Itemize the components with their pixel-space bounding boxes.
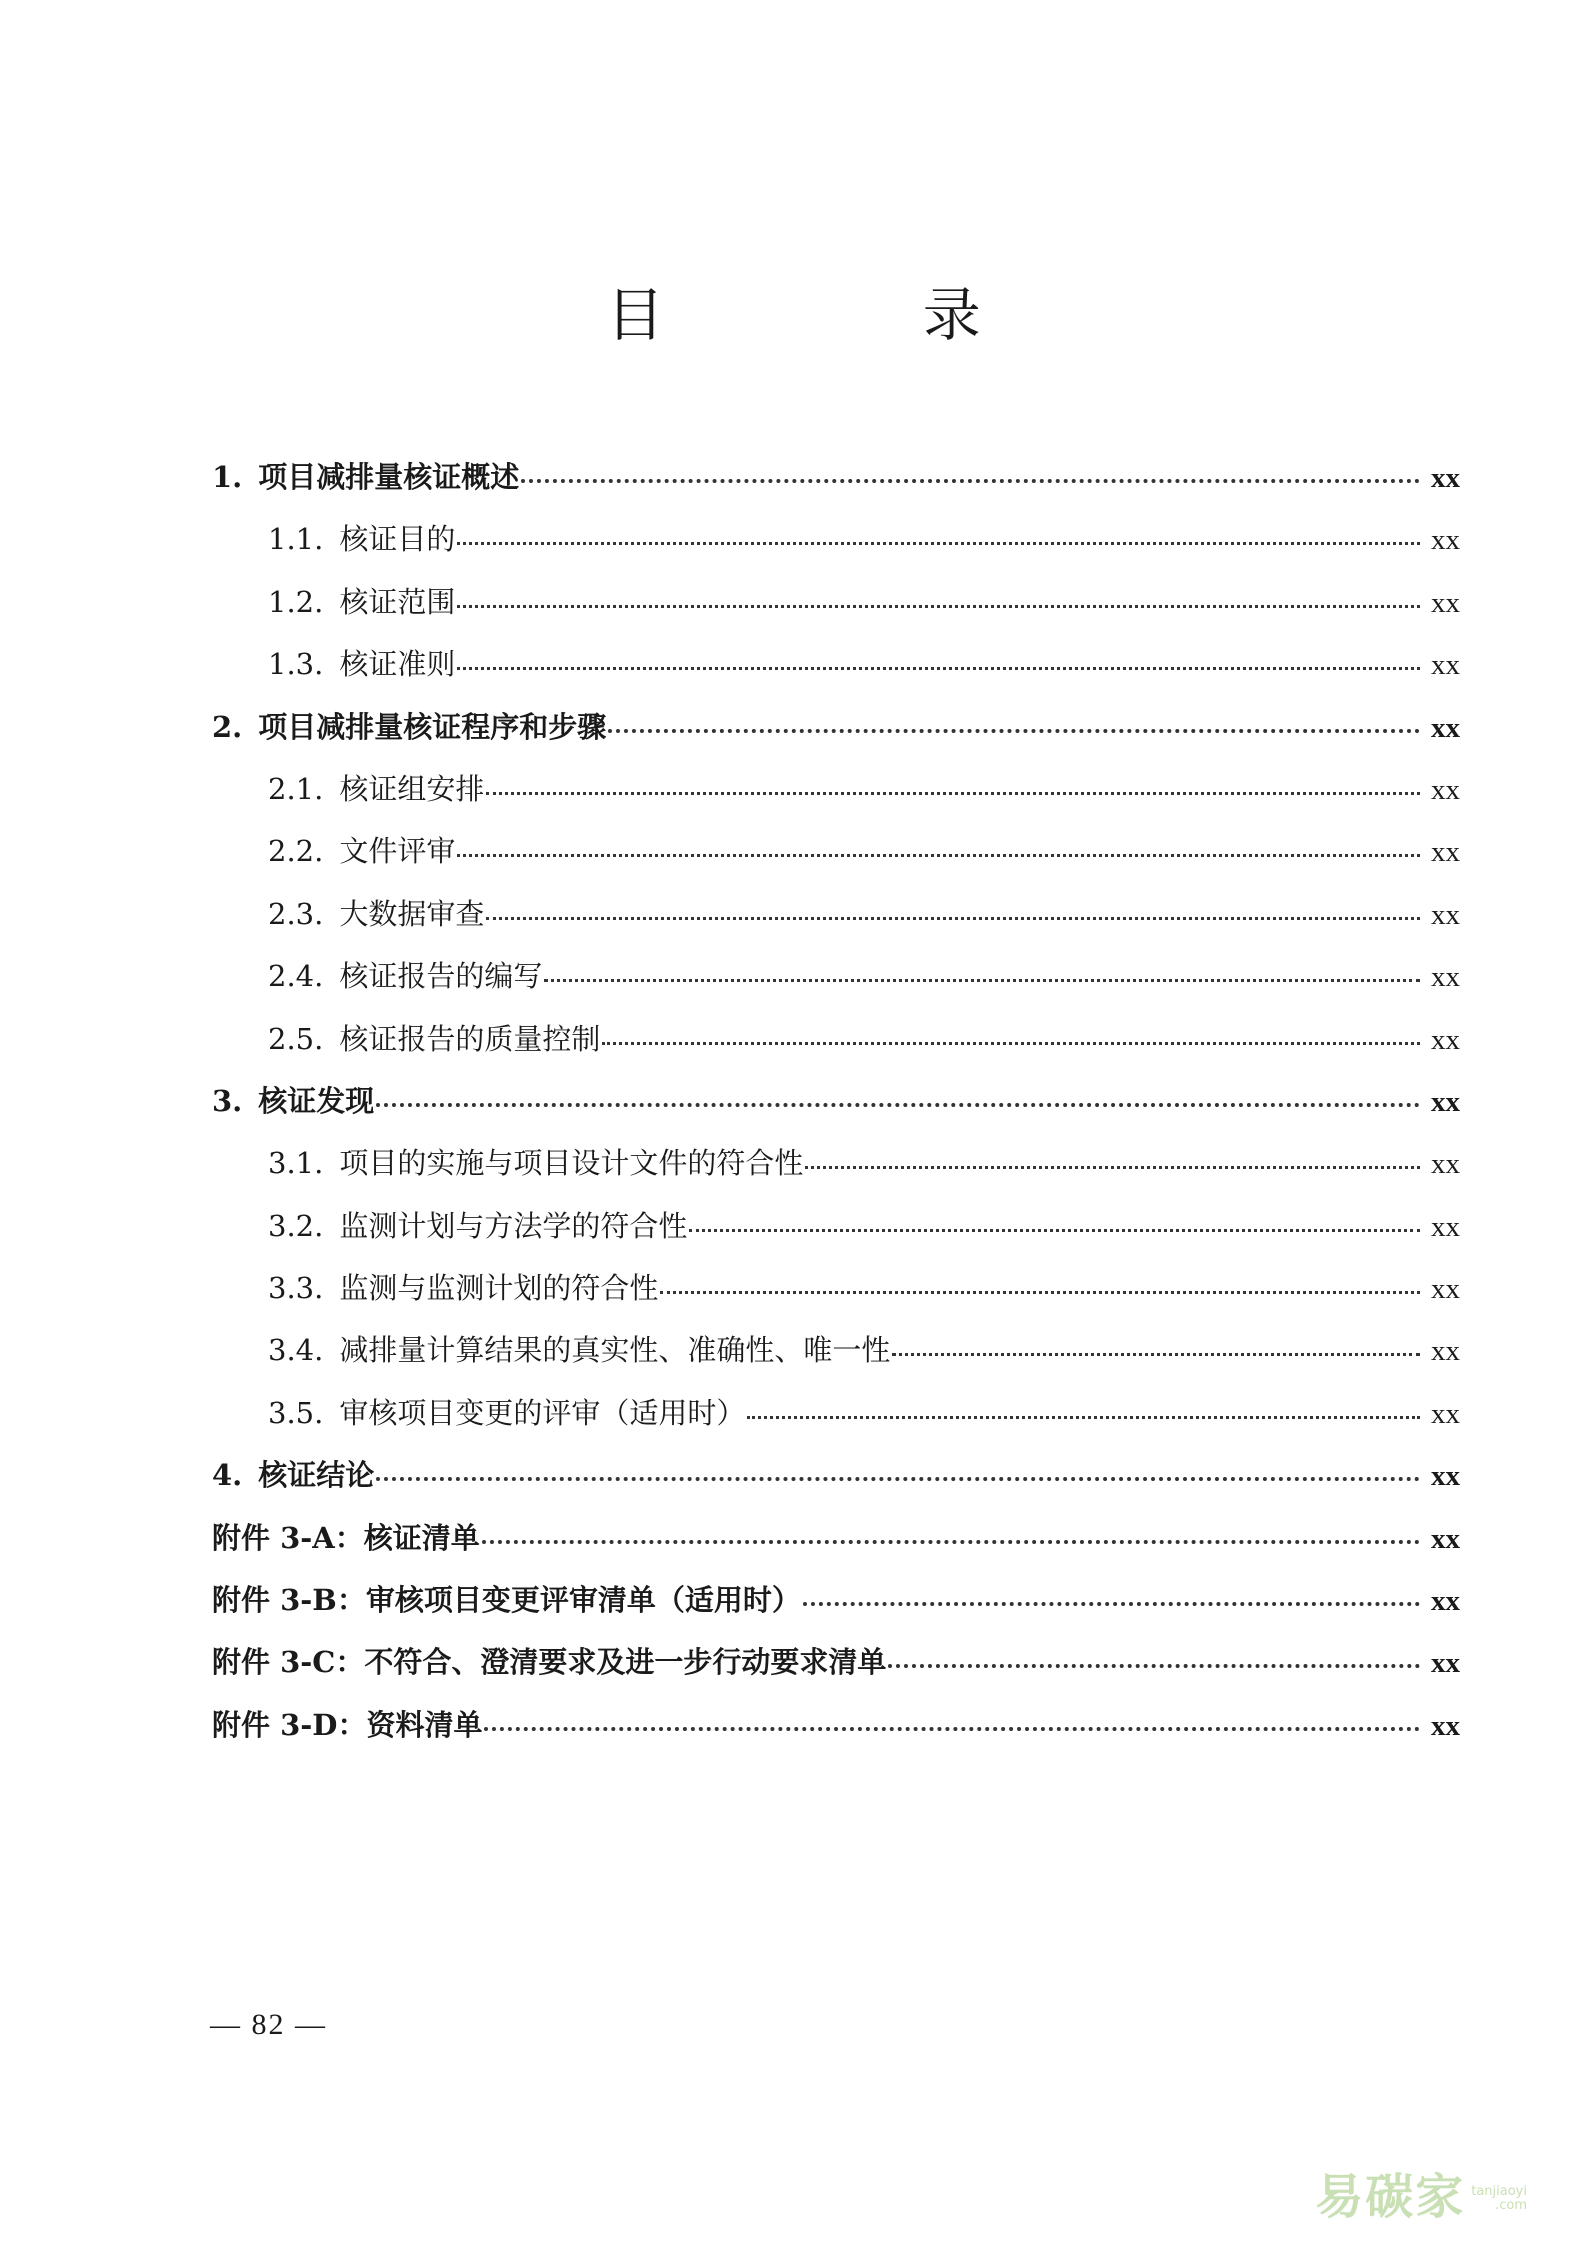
toc-entry[interactable]	[212, 580, 1460, 642]
table-of-contents	[212, 455, 1460, 1765]
toc-entry-number: 3.5.	[268, 1395, 324, 1430]
toc-entry-number: 2.5.	[268, 1021, 324, 1056]
toc-entry-title: 审核项目变更的评审（适用时）	[339, 1395, 746, 1430]
toc-entry[interactable]	[212, 1703, 1460, 1765]
toc-entry[interactable]	[212, 517, 1460, 579]
toc-entry-title: 核证范围	[339, 584, 456, 619]
toc-entry-number: 1.	[212, 460, 243, 494]
toc-entry[interactable]	[212, 954, 1460, 1016]
toc-entry[interactable]	[212, 1391, 1460, 1453]
toc-entry-number: 2.4.	[268, 959, 324, 994]
toc-entry-title: 项目减排量核证概述	[258, 460, 520, 494]
toc-entry-page: xx	[1431, 524, 1460, 557]
toc-entry-number: 2.	[212, 709, 243, 744]
toc-entry-number: 1.1.	[268, 522, 324, 557]
toc-dot-leader	[660, 1291, 1420, 1294]
toc-entry-title: 核证组安排	[339, 771, 485, 806]
toc-entry-title: 核证报告的质量控制	[339, 1021, 601, 1056]
toc-dot-leader	[747, 1416, 1420, 1419]
toc-entry-title: 附件 3-D：资料清单	[212, 1707, 483, 1742]
toc-dot-leader	[521, 479, 1420, 483]
toc-entry-number: 2.3.	[268, 896, 324, 931]
toc-entry-title: 附件 3-B：审核项目变更评审清单（适用时）	[212, 1583, 801, 1618]
watermark-url	[1471, 2185, 1527, 2213]
watermark-mark: 易碳家	[1315, 2169, 1466, 2225]
toc-entry[interactable]	[212, 1204, 1460, 1266]
toc-dot-leader	[803, 1602, 1420, 1606]
toc-entry-title: 监测计划与方法学的符合性	[339, 1208, 688, 1243]
toc-entry-page: xx	[1431, 711, 1460, 744]
toc-entry-page: xx	[1431, 1148, 1460, 1181]
toc-dot-leader	[484, 1727, 1420, 1731]
page-number: — 82 —	[210, 2008, 327, 2041]
toc-entry-number: 2.2.	[268, 834, 324, 869]
toc-entry-page: xx	[1431, 1210, 1460, 1243]
toc-entry-title: 减排量计算结果的真实性、准确性、唯一性	[339, 1333, 891, 1368]
page-title: 目 录	[606, 281, 1101, 349]
toc-dot-leader	[602, 1042, 1420, 1045]
toc-entry-number: 3.	[212, 1083, 243, 1118]
toc-entry-page: xx	[1431, 1522, 1460, 1555]
toc-dot-leader	[457, 605, 1420, 608]
toc-entry[interactable]	[212, 455, 1460, 517]
toc-entry[interactable]	[212, 1079, 1460, 1141]
toc-entry[interactable]	[212, 1516, 1460, 1578]
toc-entry-page: xx	[1431, 1023, 1460, 1056]
toc-entry-title: 附件 3-C：不符合、澄清要求及进一步行动要求清单	[212, 1645, 887, 1680]
watermark-url-line2: .com	[1495, 2198, 1527, 2213]
toc-dot-leader	[482, 1540, 1420, 1544]
toc-dot-leader	[608, 729, 1420, 733]
toc-entry-page: xx	[1431, 898, 1460, 931]
toc-entry-page: xx	[1431, 586, 1460, 619]
toc-entry-page: xx	[1431, 1397, 1460, 1430]
toc-entry[interactable]	[212, 1141, 1460, 1203]
toc-entry-page: xx	[1431, 836, 1460, 869]
toc-entry[interactable]	[212, 1328, 1460, 1390]
toc-entry[interactable]	[212, 642, 1460, 704]
toc-entry-number: 2.1.	[268, 771, 324, 806]
toc-entry-page: xx	[1431, 1709, 1460, 1742]
toc-entry-number: 4.	[212, 1458, 243, 1493]
toc-entry-title: 大数据审查	[339, 896, 485, 931]
toc-entry-number: 1.3.	[268, 647, 324, 682]
toc-entry[interactable]	[212, 1453, 1460, 1515]
toc-entry-title: 项目减排量核证程序和步骤	[258, 709, 607, 744]
toc-entry[interactable]	[212, 705, 1460, 767]
toc-dot-leader	[376, 1103, 1420, 1107]
toc-entry-page: xx	[1431, 1335, 1460, 1368]
watermark-url-line1: tanjiaoyi	[1471, 2184, 1527, 2199]
toc-dot-leader	[457, 667, 1420, 670]
toc-entry-title: 核证目的	[339, 522, 456, 557]
toc-entry-page: xx	[1431, 649, 1460, 682]
toc-dot-leader	[888, 1664, 1420, 1668]
toc-entry-page: xx	[1431, 462, 1460, 494]
toc-entry-number: 3.2.	[268, 1208, 324, 1243]
toc-entry-title: 项目的实施与项目设计文件的符合性	[339, 1146, 804, 1181]
toc-dot-leader	[376, 1477, 1420, 1481]
toc-entry-title: 核证发现	[258, 1083, 375, 1118]
toc-entry[interactable]	[212, 1640, 1460, 1702]
toc-entry-number: 1.2.	[268, 584, 324, 619]
watermark-logo	[1315, 2158, 1527, 2227]
toc-entry-page: xx	[1431, 773, 1460, 806]
toc-entry-page: xx	[1431, 1647, 1460, 1680]
toc-entry-title: 核证准则	[339, 647, 456, 682]
toc-dot-leader	[486, 792, 1420, 795]
toc-entry[interactable]	[212, 892, 1460, 954]
toc-entry[interactable]	[212, 767, 1460, 829]
toc-dot-leader	[457, 854, 1420, 857]
toc-dot-leader	[544, 979, 1420, 982]
toc-entry[interactable]	[212, 829, 1460, 891]
toc-dot-leader	[892, 1353, 1420, 1356]
toc-entry[interactable]	[212, 1266, 1460, 1328]
toc-entry-title: 文件评审	[339, 834, 456, 869]
toc-entry[interactable]	[212, 1578, 1460, 1640]
toc-entry-page: xx	[1431, 1585, 1460, 1618]
toc-entry-title: 监测与监测计划的符合性	[339, 1271, 659, 1306]
toc-entry-title: 核证报告的编写	[339, 959, 543, 994]
toc-entry-number: 3.4.	[268, 1333, 324, 1368]
toc-entry-title: 附件 3-A：核证清单	[212, 1520, 480, 1555]
toc-entry-number: 3.3.	[268, 1271, 324, 1306]
toc-entry-page: xx	[1431, 961, 1460, 994]
toc-entry-page: xx	[1431, 1273, 1460, 1306]
toc-entry-title: 核证结论	[258, 1458, 375, 1493]
toc-dot-leader	[805, 1166, 1420, 1169]
toc-entry-page: xx	[1431, 1085, 1460, 1118]
toc-dot-leader	[486, 917, 1420, 920]
toc-dot-leader	[457, 542, 1420, 545]
toc-entry-page: xx	[1431, 1460, 1460, 1493]
toc-dot-leader	[689, 1229, 1420, 1232]
toc-entry[interactable]	[212, 1017, 1460, 1079]
toc-entry-number: 3.1.	[268, 1146, 324, 1181]
